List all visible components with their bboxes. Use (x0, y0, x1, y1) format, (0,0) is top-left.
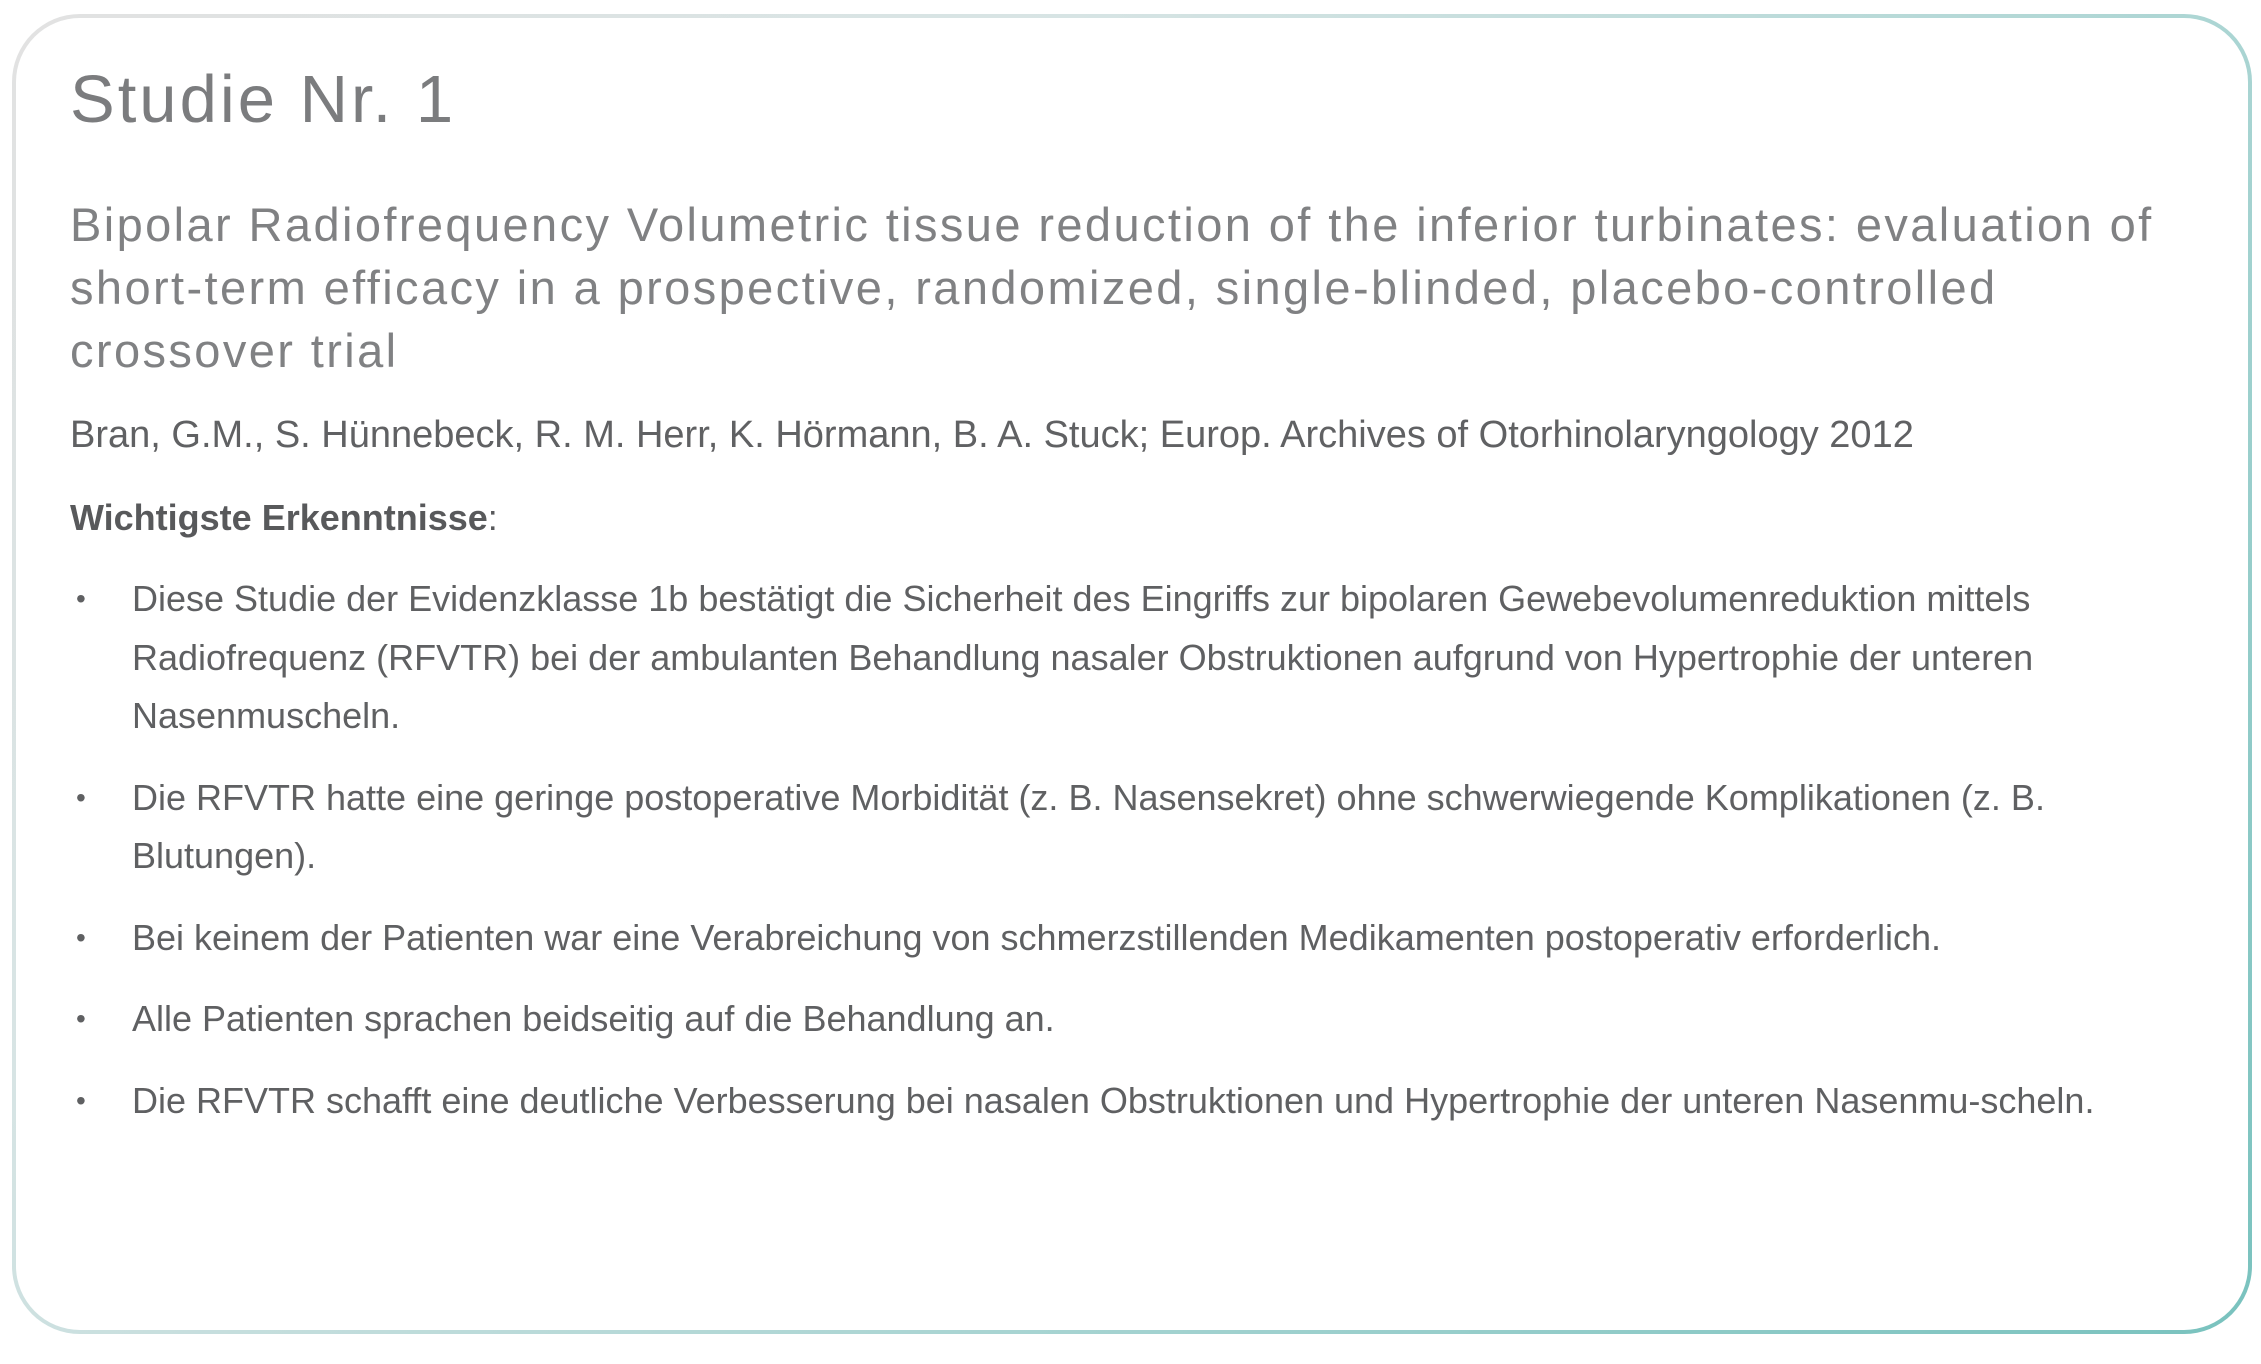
authors-citation: Bran, G.M., S. Hünnebeck, R. M. Herr, K. Hörmann, B. A. Stuck; Europ. Archives of Otorhinolaryngology 2012 (70, 414, 1914, 456)
finding-text: Bei keinem der Patienten war eine Verabreichung von schmerzstillenden Medikamenten postoperativ erforderlich. (132, 916, 1941, 958)
finding-item (70, 909, 2200, 968)
paper-title: Bipolar Radiofrequency Volumetric tissue reduction of the inferior turbinates: evaluation of short-term efficacy in a prospective, randomized, single-blinded, placebo-controlled crossover trial (70, 198, 2154, 377)
bullet-icon: • (76, 583, 86, 614)
findings-heading-label: Wichtigste Erkenntnisse (70, 497, 488, 538)
finding-item (70, 769, 2200, 886)
finding-text: Die RFVTR schafft eine deutliche Verbesserung bei nasalen Obstruktionen und Hypertrophie der unteren Nasenmu-scheln. (132, 1079, 2095, 1121)
findings-heading-colon: : (487, 497, 498, 538)
finding-text: Diese Studie der Evidenzklasse 1b bestätigt die Sicherheit des Eingriffs zur bipolaren Gewebevolumenreduktion mittels Radiofrequenz (RFVTR) bei der ambulanten Behandlung nasaler Obstruktionen aufgrund von Hypertrophie der unteren Nasenmuscheln. (132, 578, 2034, 736)
study-number-title: Studie Nr. 1 (70, 62, 457, 137)
bullet-icon: • (76, 921, 86, 953)
bullet-icon: • (76, 781, 86, 813)
bullet-icon: • (76, 1003, 86, 1034)
finding-text: Die RFVTR hatte eine geringe postoperative Morbidität (z. B. Nasensekret) ohne schwerwiegende Komplikationen (z. B. Blutungen). (132, 776, 2045, 876)
finding-text: Alle Patienten sprachen beidseitig auf die Behandlung an. (132, 998, 1055, 1039)
findings-heading (70, 496, 498, 540)
finding-item (70, 570, 2200, 746)
bullet-icon: • (76, 1084, 86, 1116)
finding-item (70, 1072, 2200, 1131)
findings-list (70, 570, 2200, 1153)
finding-item (70, 990, 2200, 1049)
